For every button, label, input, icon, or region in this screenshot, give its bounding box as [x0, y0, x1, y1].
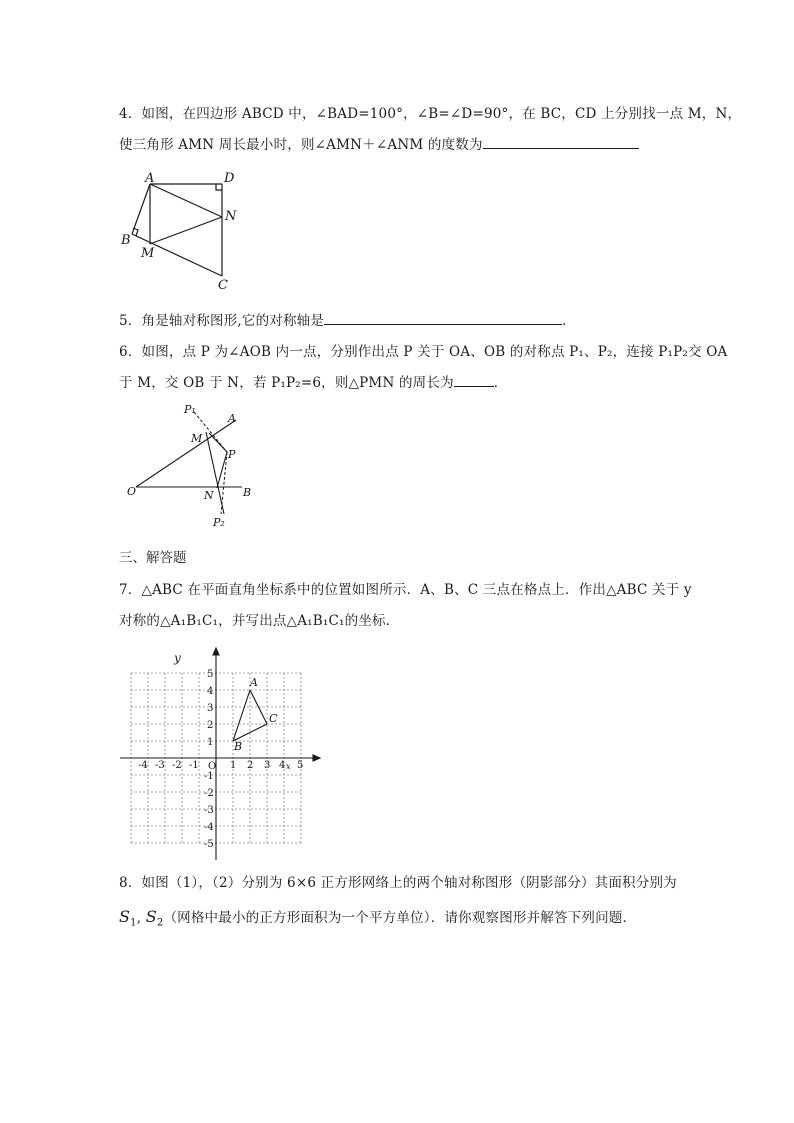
- q6-end: ．: [493, 375, 508, 391]
- x-tick: -2: [172, 760, 182, 771]
- label-M: M: [141, 246, 155, 261]
- label-C: C: [218, 278, 228, 293]
- x-tick: 5: [297, 760, 304, 771]
- x-tick: 2: [247, 760, 254, 771]
- q6-line2-text: 于 M，交 OB 于 N，若 P₁P₂=6，则△PMN 的周长为: [119, 375, 454, 391]
- y-tick: 3: [207, 703, 214, 714]
- y-axis-arrow: [213, 648, 219, 655]
- x-axis-arrow: [313, 755, 320, 761]
- q6-figure: [124, 402, 264, 532]
- q6-answer-blank[interactable]: [454, 373, 494, 387]
- right-angle-D: [216, 184, 222, 190]
- segment-AB: [132, 184, 150, 234]
- segment-AN: [150, 184, 222, 217]
- ray-OA: [136, 420, 236, 487]
- label-P1: P₁: [184, 403, 196, 416]
- label-N: N: [225, 209, 237, 224]
- q4-line2: [119, 135, 639, 155]
- y-tick: 1: [207, 737, 214, 748]
- segment-MN: [150, 217, 222, 244]
- s2-subscript: 2: [156, 917, 164, 929]
- y-tick: -2: [204, 788, 214, 799]
- label-O: O: [127, 485, 137, 498]
- s1-subscript: 1: [130, 917, 137, 929]
- q7-line1: 7．△ABC 在平面直角坐标系中的位置如图所示．A、B、C 三点在格点上．作出△ABC 关于 y: [119, 582, 692, 598]
- y-tick: -1: [204, 771, 214, 782]
- label-M: M: [191, 432, 203, 445]
- x-tick: -4: [138, 760, 148, 771]
- section-heading: 三、解答题: [119, 550, 187, 566]
- x-axis-stray-label: x: [286, 762, 291, 771]
- q6-line1: 6．如图，点 P 为∠AOB 内一点，分别作出点 P 关于 OA、OB 的对称点 P₁、P₂，连接 P₁P₂交 OA: [119, 344, 728, 360]
- y-tick: -3: [204, 805, 214, 816]
- label-N: N: [204, 489, 214, 502]
- x-tick: 4: [279, 760, 286, 771]
- label-A: A: [145, 171, 155, 186]
- y-tick: 2: [207, 720, 214, 731]
- x-tick: -1: [189, 760, 199, 771]
- q6-line2: [119, 373, 507, 393]
- label-B: B: [121, 233, 131, 248]
- label-P: P: [228, 448, 236, 461]
- x-tick: 1: [230, 760, 237, 771]
- q5-line: [119, 311, 576, 331]
- q8-line2-rest: （网格中最小的正方形面积为一个平方单位）．请你观察图形并解答下列问题．: [163, 910, 637, 926]
- q8-line1: 8．如图（1），（2）分别为 6×6 正方形网络上的两个轴对称图形（阴影部分）其面积分别为: [119, 875, 677, 891]
- q5-answer-blank[interactable]: [324, 311, 562, 325]
- y-tick: 5: [207, 669, 214, 680]
- s2-symbol: S: [145, 907, 157, 926]
- y-tick: -4: [204, 822, 214, 833]
- q5-text: 5．角是轴对称图形,它的对称轴是: [119, 313, 325, 329]
- q8-line2: [119, 907, 636, 934]
- vertex-label-C: C: [269, 712, 278, 725]
- q5-end: ．: [562, 313, 576, 329]
- q7-coordinate-grid: [118, 646, 323, 864]
- y-tick: 4: [207, 686, 214, 697]
- q4-line2-text: 使三角形 AMN 周长最小时，则∠AMN＋∠ANM 的度数为: [119, 137, 483, 153]
- vertex-label-A: A: [250, 676, 258, 689]
- q8-comma: ,: [136, 910, 146, 926]
- y-axis-label: y: [174, 651, 181, 665]
- s1-symbol: S: [119, 907, 131, 926]
- y-tick: -5: [204, 839, 214, 850]
- origin-label: O: [208, 761, 217, 772]
- label-P2: P₂: [213, 516, 225, 529]
- label-D: D: [224, 171, 235, 186]
- q4-figure: [112, 168, 252, 293]
- q7-line2: 对称的△A₁B₁C₁，并写出点△A₁B₁C₁的坐标．: [119, 613, 400, 629]
- vertex-label-B: B: [234, 740, 243, 753]
- label-A: A: [228, 412, 236, 425]
- x-tick: 3: [264, 760, 271, 771]
- q4-answer-blank[interactable]: [483, 135, 639, 149]
- segment-PN: [217, 452, 227, 488]
- q4-line1: 4．如图，在四边形 ABCD 中，∠BAD=100°，∠B=∠D=90°，在 BC，CD 上分别找一点 M，N，: [119, 106, 742, 122]
- label-B: B: [243, 486, 252, 499]
- x-tick: -3: [155, 760, 165, 771]
